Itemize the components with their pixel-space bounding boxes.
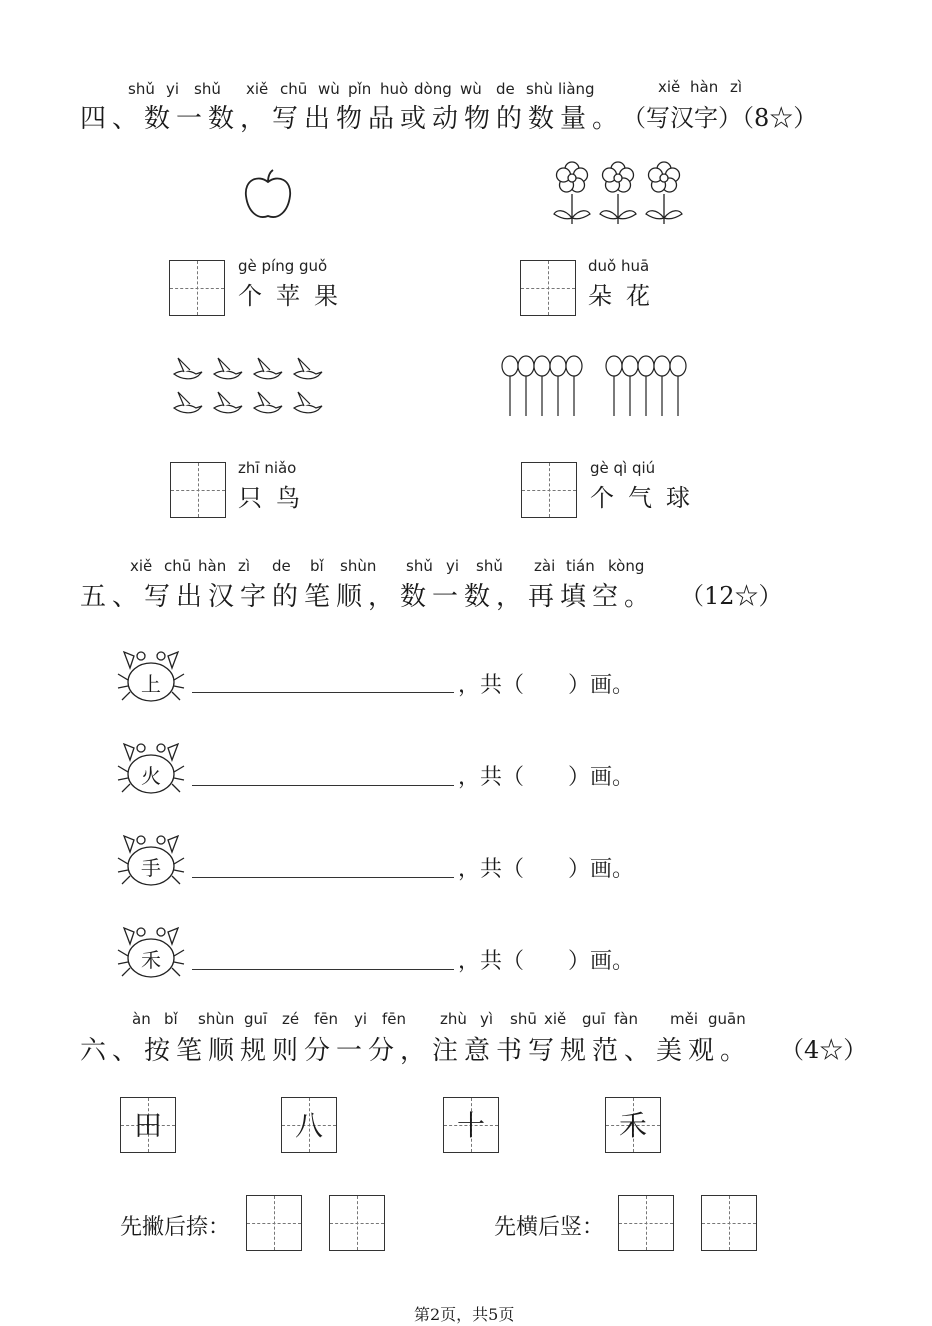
char: 八 [294, 1109, 323, 1143]
pinyin: shù [526, 80, 553, 98]
pinyin: fēn [382, 1010, 407, 1028]
pinyin: tián [566, 557, 595, 575]
pinyin: shǔ [128, 80, 155, 98]
answer-box-group1[interactable] [329, 1195, 385, 1251]
page-footer: 第2页，共5页 [414, 1305, 515, 1324]
stroke-character: 禾 [141, 948, 161, 972]
pinyin: yì [480, 1010, 494, 1028]
pinyin: kòng [608, 557, 645, 575]
pinyin: xiě [544, 1010, 567, 1028]
answer-box-birds[interactable] [170, 462, 226, 518]
q5-title: 五、写出汉字的笔顺，数一数，再填空。 [80, 582, 657, 612]
item-label: 个气球 [590, 484, 704, 512]
pinyin: zì [730, 78, 743, 96]
pinyin: xiě [658, 78, 681, 96]
pinyin: pǐn [348, 80, 372, 98]
pinyin: shùn [340, 557, 377, 575]
stroke-character: 火 [141, 764, 161, 788]
stroke-answer-line[interactable] [192, 877, 454, 878]
stroke-answer-line[interactable] [192, 785, 454, 786]
stroke-character: 手 [141, 856, 161, 880]
pinyin: bǐ [164, 1010, 178, 1028]
char: 禾 [618, 1109, 647, 1143]
pinyin: yi [354, 1010, 368, 1028]
pinyin: guī [244, 1010, 268, 1028]
item-pinyin: duǒ huā [588, 257, 650, 275]
pinyin: zé [282, 1010, 300, 1028]
pinyin: shǔ [406, 557, 433, 575]
item-label: 个苹果 [238, 282, 352, 310]
pinyin: liàng [558, 80, 595, 98]
item-pinyin: gè qì qiú [590, 459, 656, 477]
pinyin: àn [132, 1010, 151, 1028]
item-pinyin: zhī niǎo [238, 459, 297, 477]
q6-score: （4☆） [780, 1036, 868, 1064]
item-label: 朵花 [588, 282, 664, 310]
q4-title: 四、数一数，写出物品或动物的数量。 [80, 104, 625, 134]
answer-box-group1[interactable] [246, 1195, 302, 1251]
pinyin: shǔ [476, 557, 503, 575]
answer-box-group2[interactable] [701, 1195, 757, 1251]
stroke-answer-line[interactable] [192, 969, 454, 970]
answer-box-flowers[interactable] [520, 260, 576, 316]
q6-title: 六、按笔顺规则分一分，注意书写规范、美观。 [80, 1036, 753, 1066]
pinyin: shùn [198, 1010, 235, 1028]
pinyin: yi [166, 80, 180, 98]
pinyin: shǔ [194, 80, 221, 98]
pinyin: wù [318, 80, 340, 98]
pinyin: dòng [414, 80, 452, 98]
answer-box-apples[interactable] [169, 260, 225, 316]
pinyin: de [496, 80, 515, 98]
char-box [443, 1097, 499, 1153]
q5-score: （12☆） [680, 582, 783, 610]
group2-label: 先横后竖： [494, 1215, 605, 1240]
pinyin: zì [238, 557, 251, 575]
char-box [605, 1097, 661, 1153]
pinyin: shū [510, 1010, 537, 1028]
stroke-answer-line[interactable] [192, 692, 454, 693]
pinyin: měi [670, 1010, 699, 1028]
pinyin: fēn [314, 1010, 339, 1028]
pinyin: xiě [130, 557, 153, 575]
pinyin: zài [534, 557, 556, 575]
pinyin: chū [280, 80, 308, 98]
balloons-icon [496, 354, 696, 420]
pinyin: wù [460, 80, 482, 98]
stroke-count-blank: ，共（ ）画。 [458, 949, 635, 974]
pinyin: fàn [614, 1010, 638, 1028]
pinyin: hàn [690, 78, 719, 96]
char: 田 [133, 1109, 162, 1143]
pinyin: huò [380, 80, 409, 98]
pinyin: yi [446, 557, 460, 575]
pinyin: chū [164, 557, 192, 575]
pinyin: bǐ [310, 557, 324, 575]
char-box [120, 1097, 176, 1153]
pinyin: de [272, 557, 291, 575]
char: 十 [456, 1109, 485, 1143]
pinyin: zhù [440, 1010, 467, 1028]
flowers-icon [550, 160, 690, 224]
apple-icon [240, 168, 296, 222]
q4-score: （写汉字）（8☆） [622, 104, 818, 132]
stroke-character: 上 [141, 672, 161, 696]
item-label: 只鸟 [238, 484, 314, 512]
stroke-count-blank: ，共（ ）画。 [458, 765, 635, 790]
pinyin: guān [708, 1010, 746, 1028]
answer-box-balloons[interactable] [521, 462, 577, 518]
group1-label: 先撇后捺： [120, 1215, 231, 1240]
stroke-count-blank: ，共（ ）画。 [458, 857, 635, 882]
pinyin: xiě [246, 80, 269, 98]
stroke-count-blank: ，共（ ）画。 [458, 673, 635, 698]
item-pinyin: gè píng guǒ [238, 257, 328, 275]
pinyin: hàn [198, 557, 227, 575]
char-box [281, 1097, 337, 1153]
pinyin: guī [582, 1010, 606, 1028]
answer-box-group2[interactable] [618, 1195, 674, 1251]
birds-icon [168, 354, 332, 424]
